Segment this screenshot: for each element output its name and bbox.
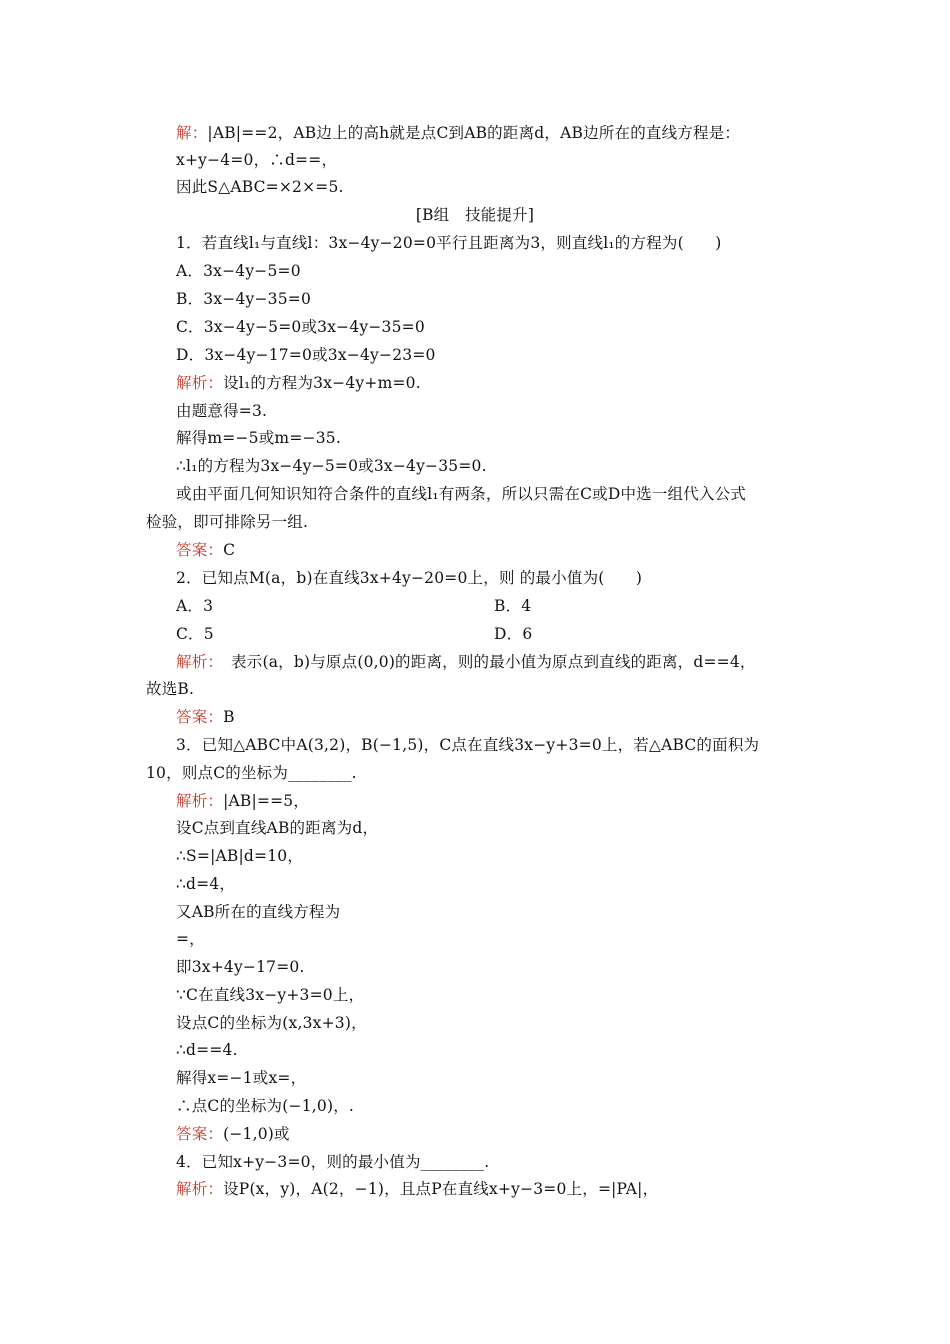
analysis-label: 解析：	[176, 792, 224, 810]
text-line: ∵C在直线3x−y+3=0上，	[176, 986, 365, 1004]
answer-label: 答案：	[176, 1125, 224, 1143]
option-c: C．3x−4y−5=0或3x−4y−35=0	[176, 318, 425, 336]
question-3: 3．已知△ABC中A(3,2)，B(−1,5)，C点在直线3x−y+3=0上，若△ABC的面积为	[176, 736, 760, 754]
option-d: D．3x−4y−17=0或3x−4y−23=0	[176, 346, 436, 364]
option-d: D．6	[494, 625, 533, 643]
answer-label: 答案：	[176, 541, 224, 559]
text-line: 解析：设P(x，y)，A(2，−1)，且点P在直线x+y−3=0上，=|PA|，	[176, 1180, 659, 1198]
text-line: 解得x=−1或x=，	[176, 1069, 307, 1087]
text-line: 解析： 表示(a，b)与原点(0,0)的距离，则的最小值为原点到直线的距离，d==4，	[176, 653, 756, 671]
option-a: A．3x−4y−5=0	[176, 262, 301, 280]
text-line: ∴d==4.	[176, 1041, 238, 1059]
text-line: 答案：B	[176, 708, 235, 726]
text-line: 10，则点C的坐标为________.	[146, 764, 357, 782]
text-line: ∴点C的坐标为(−1,0)，.	[176, 1097, 355, 1115]
text-line: 答案：C	[176, 541, 236, 559]
question-1: 1．若直线l₁与直线l：3x−4y−20=0平行且距离为3，则直线l₁的方程为( )	[176, 234, 722, 252]
text-line: 答案：(−1,0)或	[176, 1125, 290, 1143]
text-line: 解析：|AB|==5，	[176, 792, 310, 810]
option-b: B．3x−4y−35=0	[176, 290, 312, 308]
question-4: 4．已知x+y−3=0，则的最小值为________.	[176, 1153, 490, 1171]
analysis-label: 解析：	[176, 374, 224, 392]
text-line: 解析：设l₁的方程为3x−4y+m=0.	[176, 374, 421, 392]
text-line: ∴S=|AB|d=10，	[176, 847, 304, 865]
text-line: 又AB所在的直线方程为	[176, 903, 341, 921]
text-line: 故选B.	[146, 680, 195, 698]
option-b: B．4	[494, 597, 532, 615]
text-line: 设C点到直线AB的距离为d，	[176, 819, 379, 837]
text-line: 或由平面几何知识知符合条件的直线l₁有两条，所以只需在C或D中选一组代入公式	[176, 485, 747, 503]
text-line: 设点C的坐标为(x,3x+3)，	[176, 1014, 367, 1032]
text-line: =，	[176, 930, 205, 948]
option-a: A．3	[176, 597, 214, 615]
text-line: 因此S△ABC=×2×=5.	[176, 178, 344, 196]
question-2: 2．已知点M(a，b)在直线3x+4y−20=0上，则 的最小值为( )	[176, 569, 643, 587]
text-line: ∴l₁的方程为3x−4y−5=0或3x−4y−35=0.	[176, 457, 487, 475]
text-line: x+y−4=0，∴d==，	[176, 151, 338, 169]
analysis-label: 解析：	[176, 1180, 224, 1198]
solution-label: 解：	[176, 124, 208, 142]
text-line: ∴d=4，	[176, 875, 236, 893]
text-line: 即3x+4y−17=0.	[176, 958, 305, 976]
analysis-label: 解析：	[176, 653, 216, 671]
option-c: C．5	[176, 625, 214, 643]
text-line: 由题意得=3.	[176, 402, 268, 420]
answer-label: 答案：	[176, 708, 224, 726]
text-line: 检验，即可排除另一组.	[146, 513, 309, 531]
text-line: 解：|AB|==2，AB边上的高h就是点C到AB的距离d，AB边所在的直线方程是：	[176, 124, 741, 142]
text-line: 解得m=−5或m=−35.	[176, 429, 341, 447]
section-heading: [B组 技能提升]	[415, 206, 535, 224]
